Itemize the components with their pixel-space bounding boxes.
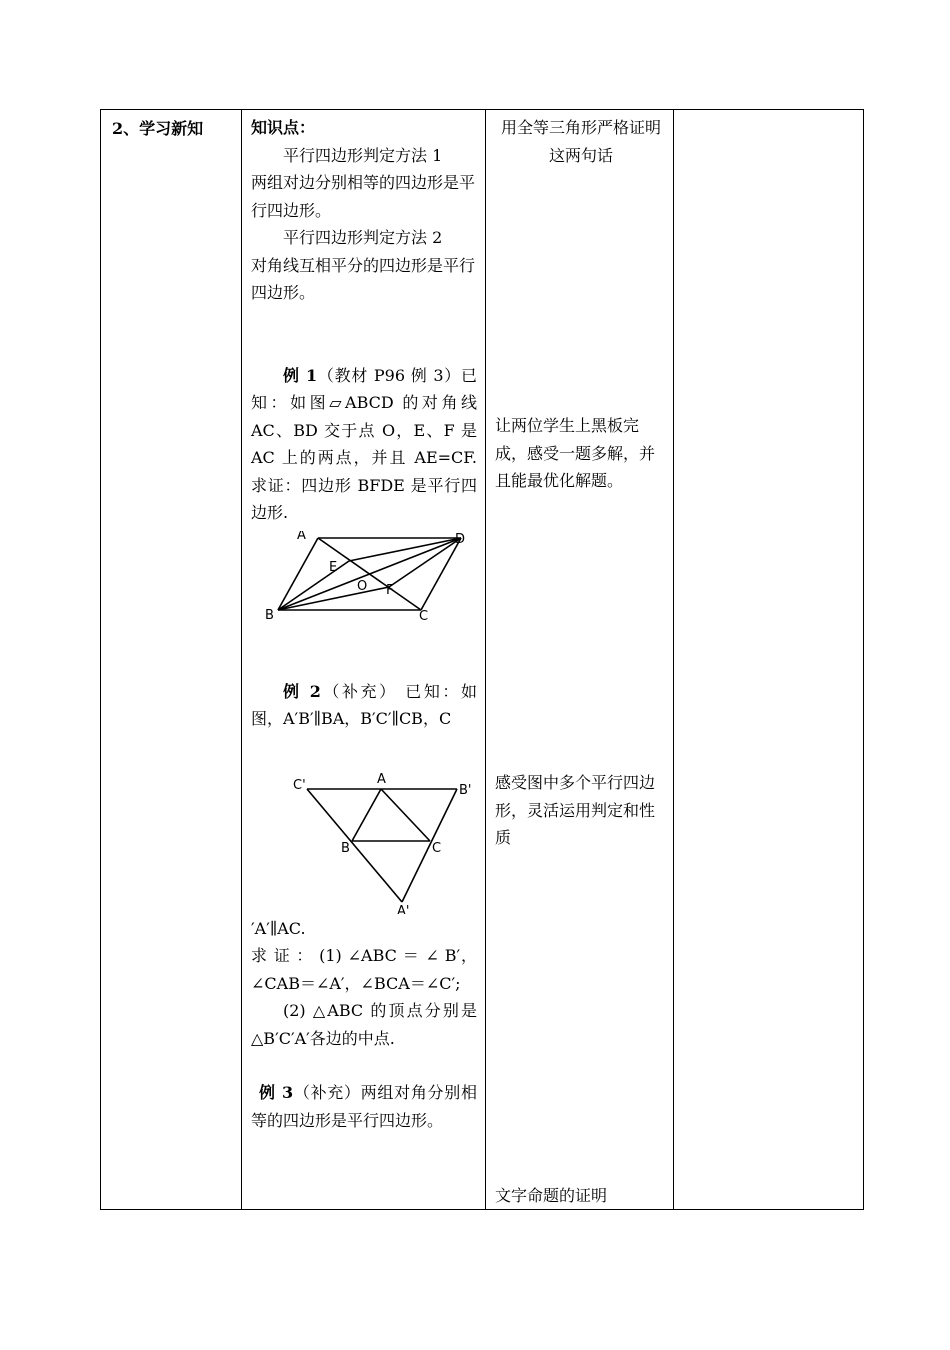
figure2-label-c: C: [432, 840, 442, 856]
figure2-label-a-prime: A': [397, 903, 410, 914]
note-3: 感受图中多个平行四边形，灵活运用判定和性质: [495, 773, 656, 847]
lesson-table: [100, 109, 864, 1210]
note-1: 用全等三角形严格证明这两句话: [500, 118, 661, 165]
example2-body: （补充） 已知：如图，A′B′∥BA，B′C′∥CB，C: [251, 681, 477, 728]
method2-body: 对角线互相平分的四边形是平行四边形。: [251, 255, 476, 302]
example2-prove1: 求 证 ： (1) ∠ABC ＝ ∠ B′，∠CAB＝∠A′，∠BCA＝∠C′;: [251, 946, 477, 993]
figure2-label-c-prime: C': [293, 777, 306, 793]
method1-body: 两组对边分别相等的四边形是平行四边形。: [251, 173, 476, 220]
example3-text: [251, 1079, 477, 1134]
knowledge-title: 知识点：: [251, 118, 316, 137]
note-2: 让两位学生上黑板完成，感受一题多解，并且能最优化解题。: [495, 416, 656, 490]
example1-body: （教材 P96 例 3）已知：如图▱ABCD 的对角线 AC、BD 交于点 O，E、F 是 AC 上的两点，并且 AE=CF. 求证：四边形 BFDE 是平行四边形.: [251, 365, 477, 522]
method2-head: 平行四边形判定方法 2: [283, 228, 443, 247]
note-4: 文字命题的证明: [495, 1186, 608, 1205]
figure1-label-a: A: [297, 530, 306, 543]
example3-label: 例 3: [259, 1083, 294, 1102]
step-cell: [101, 110, 241, 1209]
example1-text: [251, 362, 477, 527]
example2-prove2: (2) △ABC 的顶点分别是△B′C′A′各边的中点.: [251, 1001, 477, 1048]
step-label: 2、学习新知: [112, 119, 204, 138]
figure2-label-b: B: [341, 840, 350, 856]
example2-text: [251, 678, 477, 733]
figure1-label-f: F: [386, 582, 394, 598]
example2-continued: ′A′∥AC.: [251, 918, 306, 938]
example2-label: 例 2: [283, 681, 321, 701]
figure1-label-b: B: [265, 607, 274, 623]
figure2-label-b-prime: B': [459, 782, 472, 798]
example1-label: 例 1: [283, 365, 318, 385]
figure1-label-d: D: [455, 531, 466, 547]
figure2-label-a: A: [377, 771, 386, 787]
example2-figure: [251, 764, 481, 914]
notes-cell: [486, 110, 673, 1209]
figure1-label-o: O: [357, 578, 368, 594]
figure1-label-c: C: [419, 608, 429, 624]
empty-cell: [674, 110, 864, 1209]
example3-body: （补充）两组对角分别相等的四边形是平行四边形。: [251, 1083, 477, 1130]
method1-head: 平行四边形判定方法 1: [283, 145, 443, 165]
figure1-label-e: E: [329, 559, 338, 575]
example1-figure: [251, 531, 481, 631]
content-cell: [242, 110, 485, 1209]
